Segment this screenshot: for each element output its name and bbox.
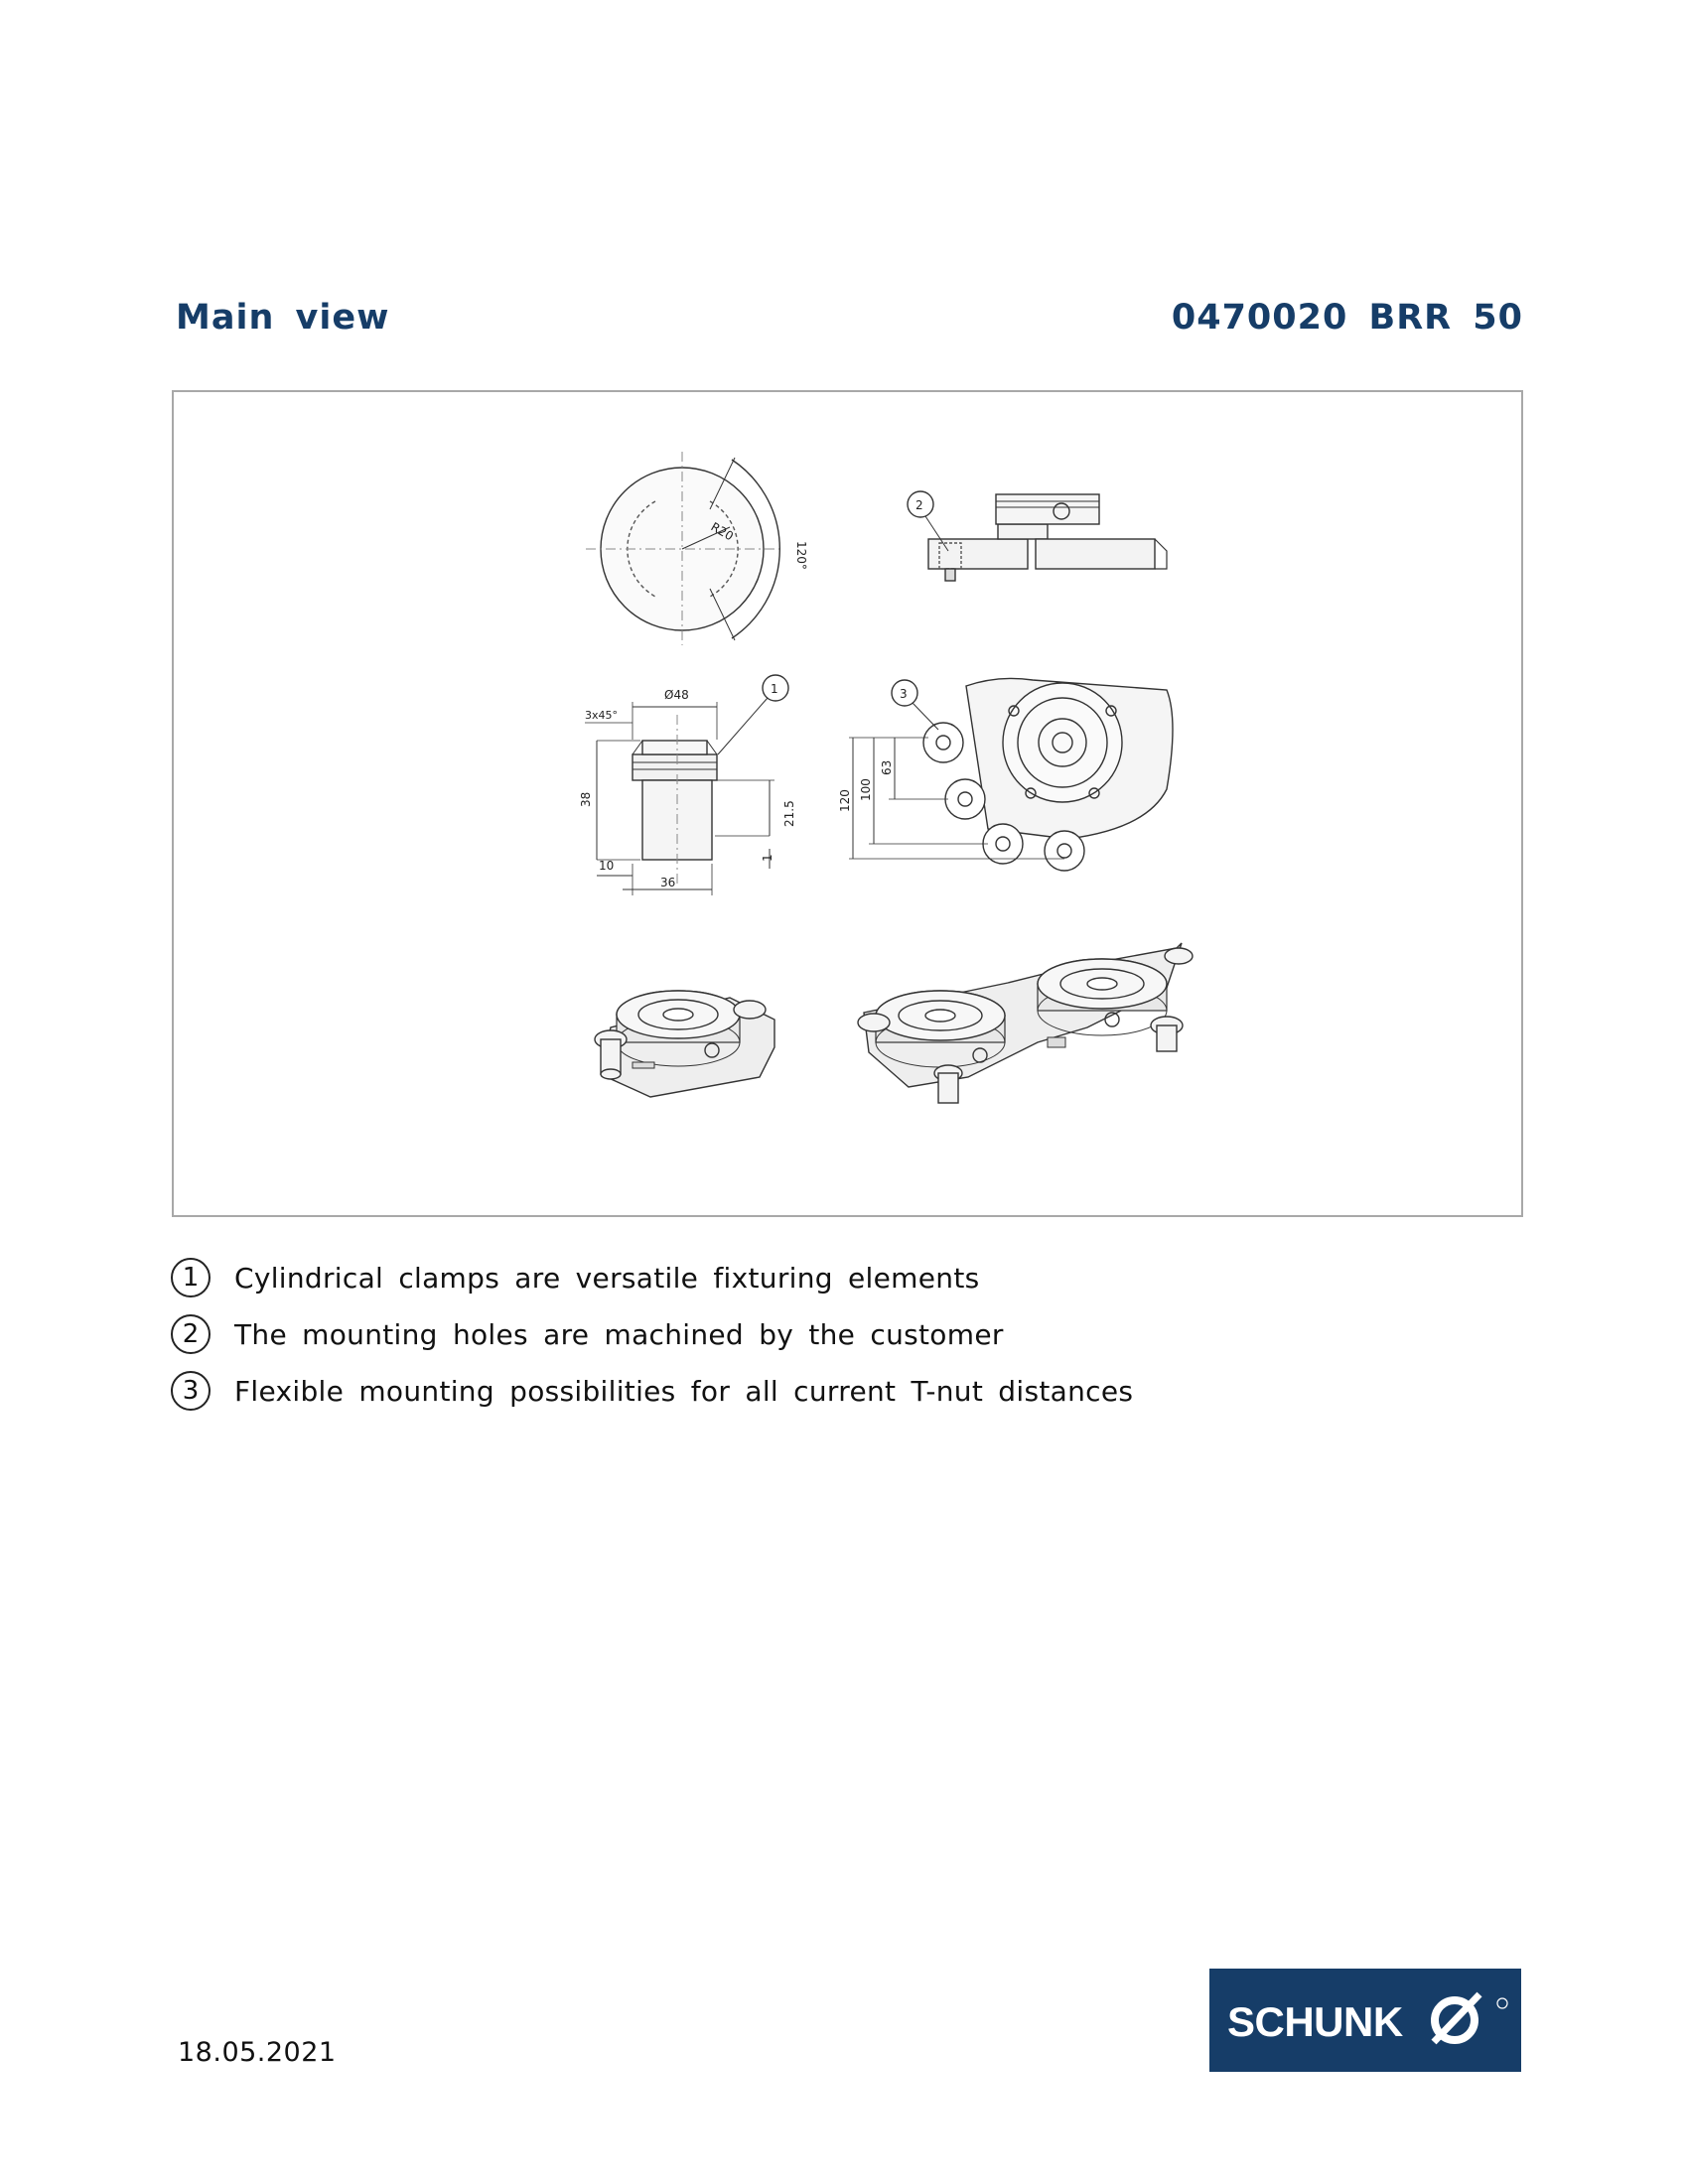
page-title: Main view: [176, 298, 390, 338]
dim-dia48: Ø48: [664, 688, 689, 702]
notes-list: [171, 1256, 1362, 1426]
dim-v120: 120: [838, 789, 852, 812]
isometric-single-view: [595, 991, 774, 1097]
dim-chamfer: 3x45°: [585, 709, 619, 722]
front-section-view: [579, 675, 796, 895]
note-number: 1: [171, 1258, 211, 1297]
note-number: 2: [171, 1314, 211, 1354]
logo-emblem-icon: [1209, 1969, 1521, 2072]
dim-h38: 38: [579, 791, 593, 807]
top-profile-view: [586, 452, 808, 645]
drawing-frame: [172, 390, 1523, 1217]
callout-2-label: 2: [915, 498, 923, 512]
note-text: The mounting holes are machined by the customer: [234, 1317, 1004, 1351]
dim-r20: R20: [708, 519, 736, 544]
callout-3-label: 3: [900, 687, 908, 701]
plan-view: [838, 678, 1173, 871]
note-number: 3: [171, 1371, 211, 1411]
callout-1-label: 1: [771, 682, 778, 696]
dim-h21-5: 21.5: [782, 800, 796, 827]
dim-v63: 63: [880, 759, 894, 775]
document-date: 18.05.2021: [178, 2037, 337, 2068]
technical-drawing: [174, 392, 1525, 1219]
dim-v100: 100: [859, 778, 873, 801]
product-code: 0470020 BRR 50: [1171, 298, 1523, 338]
dim-angle: 120°: [794, 541, 808, 570]
side-elevation-view: [908, 491, 1167, 581]
note-item: [171, 1369, 1362, 1413]
note-item: [171, 1312, 1362, 1356]
dim-w36: 36: [660, 876, 676, 889]
note-item: [171, 1256, 1362, 1299]
dim-h1: 1: [761, 854, 774, 862]
isometric-double-view: [858, 943, 1193, 1103]
logo-wordmark: SCHUNK: [1227, 1998, 1403, 2045]
dim-w10: 10: [599, 859, 615, 873]
schunk-logo: [1209, 1969, 1521, 2072]
note-text: Cylindrical clamps are versatile fixturing elements: [234, 1261, 980, 1295]
note-text: Flexible mounting possibilities for all current T-nut distances: [234, 1374, 1134, 1408]
